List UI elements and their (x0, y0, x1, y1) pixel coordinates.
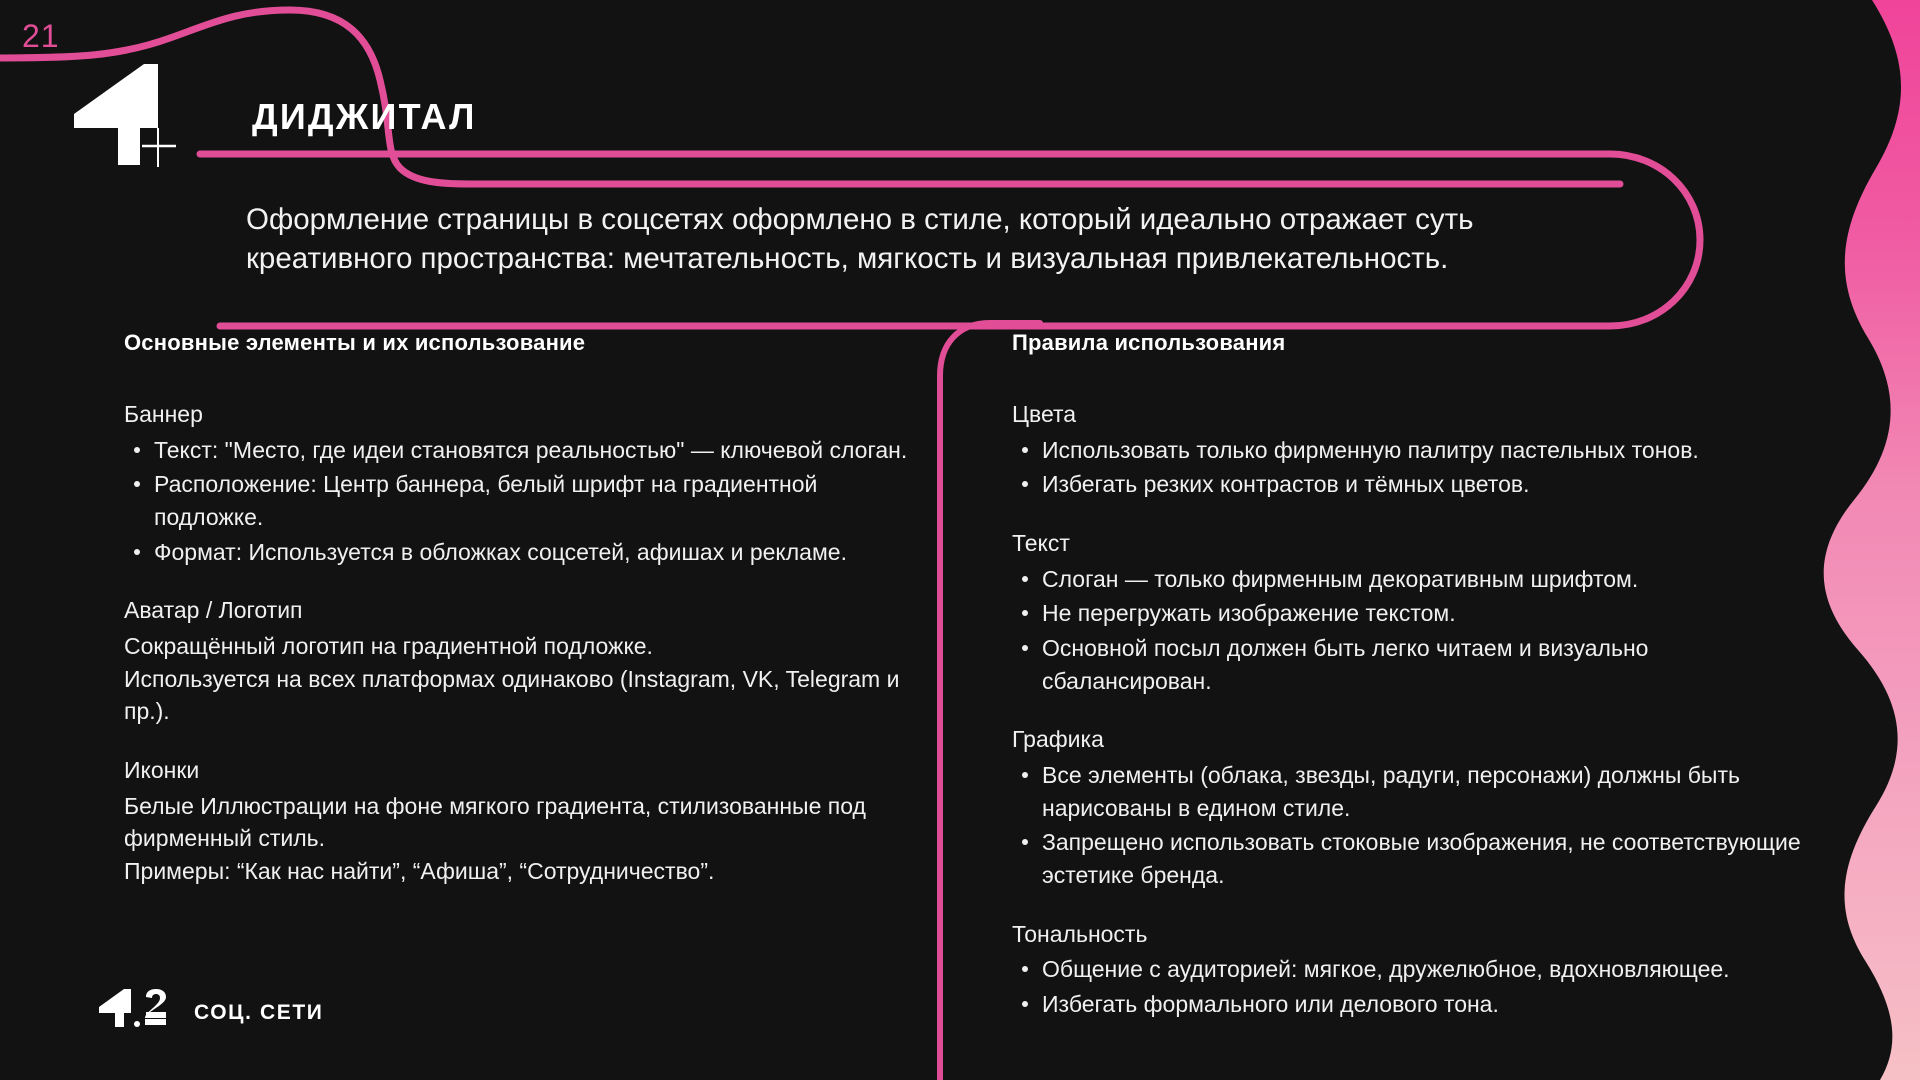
section-numeral (72, 62, 180, 172)
page-title: ДИДЖИТАЛ (252, 96, 477, 137)
content-group (1012, 527, 1822, 697)
content-group (124, 754, 924, 888)
list-item: Использовать только фирменную палитру пастельных тонов. (1012, 434, 1822, 467)
group-title: Цвета (1012, 401, 1077, 427)
group-line: Примеры: “Как нас найти”, “Афиша”, “Сотрудничество”. (124, 857, 715, 884)
list-item: Все элементы (облака, звезды, радуги, персонажи) должны быть нарисованы в едином стиле. (1012, 759, 1822, 824)
list-item: Не перегружать изображение текстом. (1012, 597, 1822, 630)
bullet-list (1012, 759, 1822, 892)
content-group (124, 398, 924, 568)
list-item: Расположение: Центр баннера, белый шрифт на градиентной подложке. (124, 468, 924, 533)
left-column-heading: Основные элементы и их использование (124, 330, 586, 355)
column-right (1012, 330, 1822, 1047)
list-item: Избегать резких контрастов и тёмных цветов. (1012, 468, 1822, 501)
content-group (124, 594, 924, 728)
footer-label: СОЦ. СЕТИ (194, 1001, 324, 1024)
content-group (1012, 918, 1822, 1021)
list-item: Текст: "Место, где идеи становятся реальностью" — ключевой слоган. (124, 434, 924, 467)
list-item: Формат: Используется в обложках соцсетей, афишах и рекламе. (124, 536, 924, 569)
list-item: Основной посыл должен быть легко читаем и визуально сбалансирован. (1012, 632, 1822, 697)
list-item: Общение с аудиторией: мягкое, дружелюбное, вдохновляющее. (1012, 953, 1822, 986)
group-title: Аватар / Логотип (124, 597, 303, 624)
group-line: Сокращённый логотип на градиентной подложке. (124, 632, 653, 659)
group-title: Графика (1012, 726, 1104, 753)
intro-paragraph: Оформление страницы в соцсетях оформлено в стиле, который идеально отражает суть креативного пространства: мечтательность, мягкость и визуальная привлекательность. (246, 203, 1474, 276)
group-title: Тональность (1012, 920, 1148, 947)
bullet-list (124, 434, 924, 569)
right-column-heading: Правила использования (1012, 330, 1286, 355)
footer-numeral-icon (98, 988, 172, 1028)
content-group (1012, 398, 1822, 501)
bullet-list (1012, 434, 1822, 501)
footer (98, 988, 323, 1028)
group-title: Баннер (124, 401, 203, 427)
content-group (1012, 723, 1822, 891)
list-item: Запрещено использовать стоковые изображения, не соответствующие эстетике бренда. (1012, 826, 1822, 891)
group-title: Текст (1012, 529, 1070, 556)
bullet-list (1012, 563, 1822, 698)
right-column-groups (1012, 398, 1822, 1021)
group-line: Используется на всех платформах одинаково (Instagram, VK, Telegram и пр.). (124, 665, 900, 725)
group-title: Иконки (124, 756, 200, 783)
page-number: 21 (22, 18, 60, 54)
list-item: Слоган — только фирменным декоративным шрифтом. (1012, 563, 1822, 596)
bullet-list (1012, 953, 1822, 1020)
column-left (124, 330, 924, 914)
group-line: Белые Иллюстрации на фоне мягкого градиента, стилизованные под фирменный стиль. (124, 792, 866, 852)
list-item: Избегать формального или делового тона. (1012, 988, 1822, 1021)
left-column-groups (124, 398, 924, 888)
